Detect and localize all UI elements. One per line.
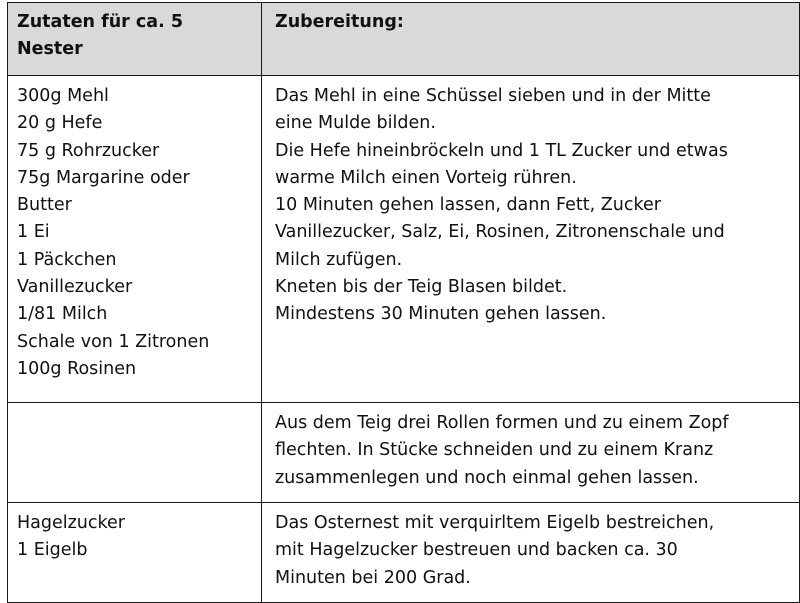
ingredients-cell bbox=[8, 76, 262, 403]
step-line: mit Hagelzucker bestreuen und backen ca. 30 bbox=[275, 540, 678, 561]
table-row bbox=[8, 403, 800, 503]
ingredient-line: Vanillezucker bbox=[17, 277, 133, 298]
ingredient-line: 75 g Rohrzucker bbox=[17, 140, 160, 161]
step-line: 10 Minuten gehen lassen, dann Fett, Zucker bbox=[275, 195, 661, 216]
ingredient-line: 75g Margarine oder bbox=[17, 167, 190, 188]
ingredients-header bbox=[8, 3, 262, 76]
step-line: eine Mulde bilden. bbox=[275, 113, 436, 134]
ingredient-line: Schale von 1 Zitronen bbox=[17, 331, 210, 352]
recipe-table bbox=[7, 2, 800, 603]
step-line: Kneten bis der Teig Blasen bildet. bbox=[275, 277, 568, 298]
ingredient-line: 20 g Hefe bbox=[17, 113, 103, 134]
ingredient-line: 1 Ei bbox=[17, 222, 50, 243]
step-line: Milch zufügen. bbox=[275, 249, 403, 270]
ingredient-line: 300g Mehl bbox=[17, 86, 109, 106]
step-line: Die Hefe hineinbröckeln und 1 TL Zucker und etwas bbox=[275, 140, 728, 161]
table-row bbox=[8, 503, 800, 603]
preparation-header-line: Zubereitung: bbox=[275, 12, 404, 32]
table-row bbox=[8, 76, 800, 403]
step-line: warme Milch einen Vorteig rühren. bbox=[275, 167, 577, 188]
step-line: Das Osternest mit verquirltem Eigelb bestreichen, bbox=[275, 513, 715, 533]
step-line: flechten. In Stücke schneiden und zu einem Kranz bbox=[275, 440, 714, 461]
ingredient-line: Butter bbox=[17, 195, 72, 216]
step-line: Vanillezucker, Salz, Ei, Rosinen, Zitronenschale und bbox=[275, 222, 725, 243]
header-row bbox=[8, 3, 800, 76]
step-line: Minuten bei 200 Grad. bbox=[275, 567, 471, 588]
step-line: Das Mehl in eine Schüssel sieben und in der Mitte bbox=[275, 86, 711, 106]
ingredient-line: 1 Päckchen bbox=[17, 249, 117, 270]
preparation-header bbox=[262, 3, 800, 76]
ingredients-header-line: Zutaten für ca. 5 bbox=[17, 12, 184, 32]
ingredient-line: 100g Rosinen bbox=[17, 358, 137, 379]
steps-cell bbox=[262, 76, 800, 403]
ingredients-cell-empty bbox=[8, 403, 262, 503]
ingredients-header-line: Nester bbox=[17, 39, 83, 60]
ingredients-cell bbox=[8, 503, 262, 603]
step-line: Mindestens 30 Minuten gehen lassen. bbox=[275, 304, 607, 325]
step-line: Aus dem Teig drei Rollen formen und zu einem Zopf bbox=[275, 413, 729, 433]
ingredient-line: 1 Eigelb bbox=[17, 540, 88, 561]
ingredient-line: Hagelzucker bbox=[17, 513, 125, 533]
step-line: zusammenlegen und noch einmal gehen lassen. bbox=[275, 467, 699, 488]
steps-cell bbox=[262, 403, 800, 503]
steps-cell bbox=[262, 503, 800, 603]
ingredient-line: 1/81 Milch bbox=[17, 304, 108, 325]
